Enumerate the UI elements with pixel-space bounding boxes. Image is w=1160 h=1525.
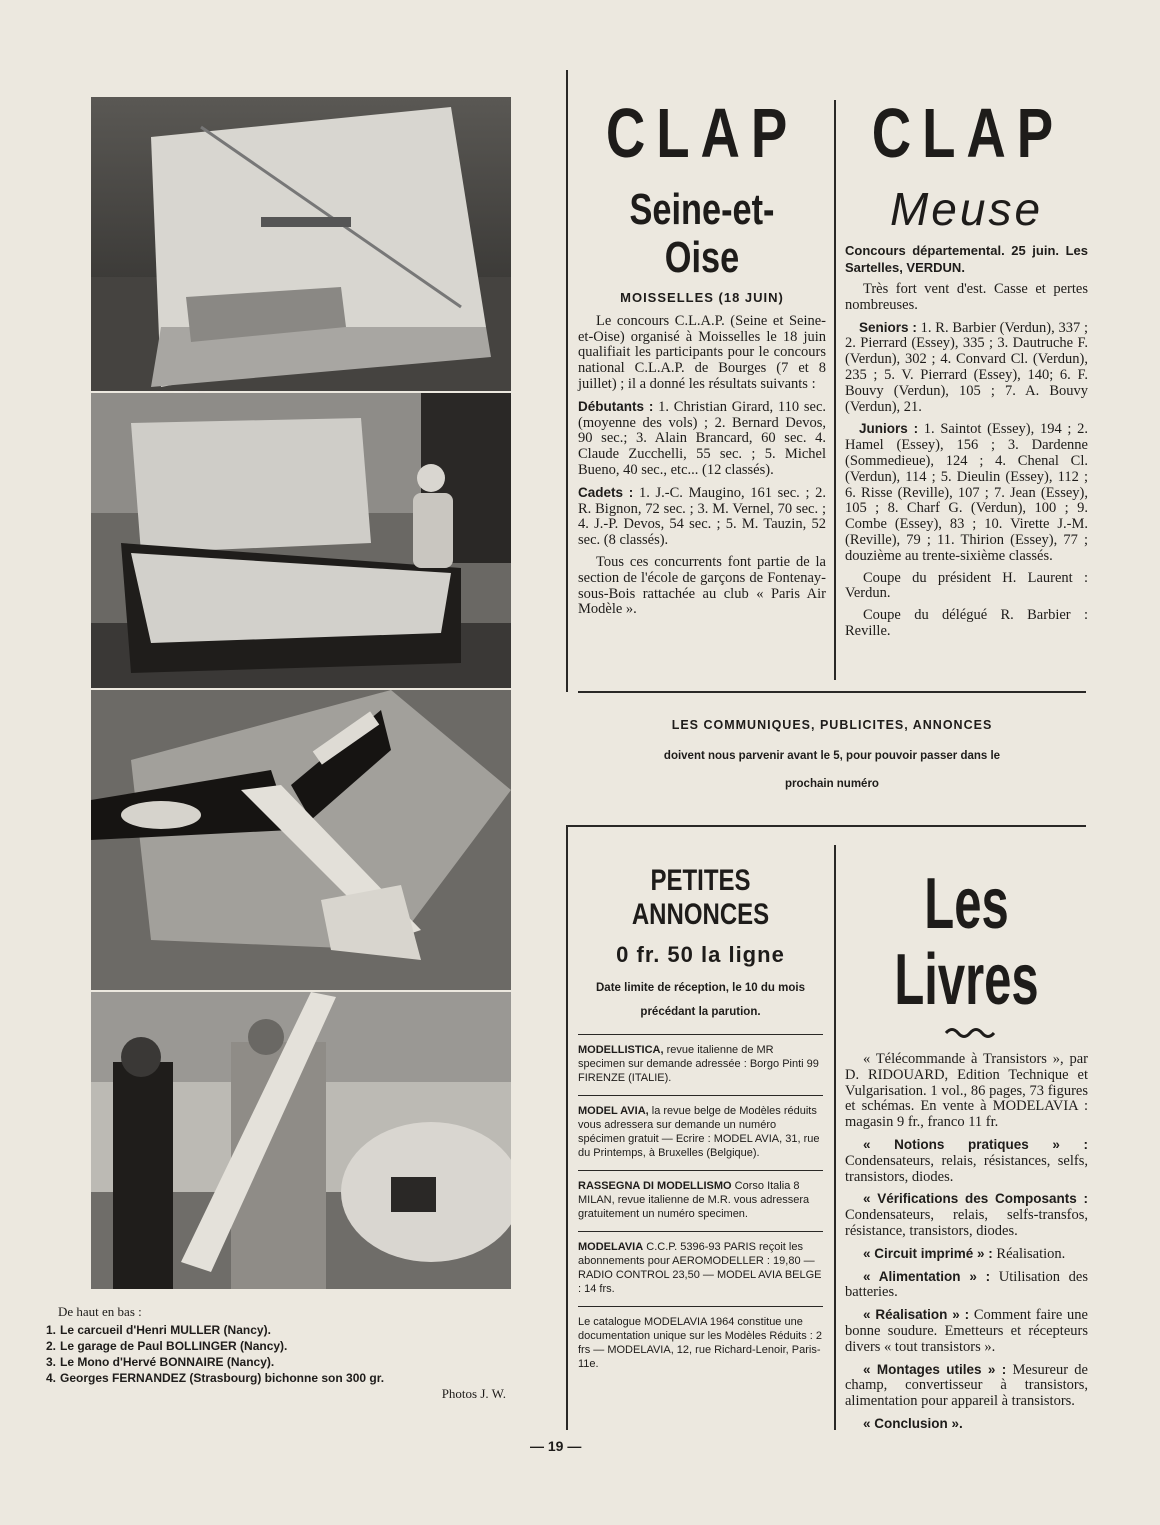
caption-item: 1. Le carcueil d'Henri MULLER (Nancy).	[46, 1323, 271, 1337]
les-livres-title: Les Livres	[894, 864, 1039, 1020]
petites-annonces-title: PETITES ANNONCES	[631, 864, 770, 931]
column-rule	[834, 100, 836, 680]
livres-chapter: « Montages utiles » : Mesureur de champ, convertisseur à transistors, alimentation pour appareil à transistors.	[845, 1361, 1088, 1410]
clap-meuse-coupe-delegue: Coupe du délégué R. Barbier : Reville.	[845, 607, 1088, 639]
clap-seine-intro: Le concours C.L.A.P. (Seine et Seine-et-Oise) organisé à Moisselles le 18 juin qualifiait les participants pour le concours national C.L.A.P. de Bourges (7 et 8 juillet) ; il a donné les résultats suivants :	[578, 312, 826, 392]
clap-meuse-dateline: Concours départemental. 25 juin. Les Sartelles, VERDUN.	[845, 243, 1088, 275]
notice-heading: LES COMMUNIQUES, PUBLICITES, ANNONCES	[671, 718, 993, 732]
classified-ad: MODEL AVIA, la revue belge de Modèles réduits vous adressera sur demande un numéro spécimen gratuit — Ecrire : MODEL AVIA, 31, rue du Printemps, à Bruxelles (Belgique).	[578, 1095, 823, 1170]
clap-seine-title: CLAP	[605, 94, 799, 172]
column-rule	[566, 825, 568, 1430]
clap-seine-debutants: Débutants : 1. Christian Girard, 110 sec. (moyenne des vols) ; 2. Bernard Devos, 90 sec.; 3. Alain Brancard, 60 sec. 4. Claude Zucchelli, 55 sec. ; 5. Michel Bueno, 40 sec., etc... (12 classés).	[578, 398, 827, 478]
livres-intro: « Télécommande à Transistors », par D. RIDOUARD, Edition Technique et Vulgarisation. 1 vol., 86 pages, 73 figures et schémas. En vente à MODELAVIA : magasin 9 fr., franco 11 fr.	[845, 1051, 1088, 1131]
livres-chapter: « Notions pratiques » : Condensateurs, relais, résistances, selfs, transistors, diodes.	[845, 1136, 1088, 1185]
column-rule	[566, 70, 568, 692]
livres-chapter: « Circuit imprimé » : Réalisation.	[863, 1245, 1066, 1262]
les-livres	[845, 866, 1088, 1439]
section-rule	[578, 691, 1086, 693]
clap-seine-dateline: MOISSELLES (18 JUIN)	[620, 290, 784, 305]
clap-meuse-juniors: Juniors : 1. Saintot (Essey), 194 ; 2. Hamel (Essey), 156 ; 3. Dardenne (Sommedieue), 124 ; 4. Chenal Cl. (Verdun), 114 ; 5. Dieulin (Essey), 112 ; 6. Risse (Reville), 107 ; 7. Jean (Essey), 105 ; 8. Charf G. (Verdun), 100 ; 9. Combe (Essey), 83 ; 10. Virette J.-M. (Reville), 79 ; 11. Thirion (Essey), 77 ; douzième au trente-sixième classés.	[845, 421, 1088, 564]
classified-ad: MODELLISTICA, revue italienne de MR specimen sur demande adressée : Borgo Pinti 99 FIRENZE (ITALIE).	[578, 1034, 823, 1095]
clap-meuse-article	[845, 94, 1089, 646]
photo-caption	[46, 1304, 516, 1402]
notice-line: doivent nous parvenir avant le 5, pour pouvoir passer dans le	[663, 750, 1001, 762]
clap-seine-article	[578, 94, 827, 624]
petites-annonces-price: 0 fr. 50 la ligne	[616, 942, 785, 967]
livres-chapter: « Conclusion ».	[863, 1415, 963, 1431]
clap-meuse-intro: Très fort vent d'est. Casse et pertes nombreuses.	[845, 281, 1088, 313]
clap-meuse-coupe-president: Coupe du président H. Laurent : Verdun.	[845, 569, 1088, 602]
petites-annonces-deadline: Date limite de réception, le 10 du mois précédant la parution.	[596, 982, 805, 1018]
clap-seine-cadets: Cadets : 1. J.-C. Maugino, 161 sec. ; 2. R. Bignon, 72 sec. ; 3. M. Vernel, 70 sec. ; 4. J.-P. Devos, 54 sec. ; 5. M. Tauzin, 52 sec. (8 classés).	[578, 484, 827, 549]
caption-item: 4. Georges FERNANDEZ (Strasbourg) bichonne son 300 gr.	[46, 1371, 385, 1385]
section-rule	[566, 825, 1086, 827]
caption-lead: De haut en bas :	[58, 1304, 142, 1319]
clap-meuse-subtitle: Meuse	[889, 183, 1044, 235]
classified-ad: MODELAVIA C.C.P. 5396-93 PARIS reçoit les abonnements pour AEROMODELLER : 19,80 — RADIO CONTROL 23,50 — MODEL AVIA BELGE : 14 frs.	[578, 1231, 823, 1306]
livres-chapter: « Alimentation » : Utilisation des batteries.	[845, 1268, 1089, 1301]
notice-box	[578, 718, 1086, 790]
photo-garage	[91, 393, 511, 688]
notice-line: prochain numéro	[785, 778, 879, 790]
clap-meuse-seniors: Seniors : 1. R. Barbier (Verdun), 337 ; 2. Pierrard (Essey), 335 ; 3. Dautruche F. (Verdun), 302 ; 4. Convard Cl. (Verdun), 235 ; 5. V. Pierrard (Essey), 140; 6. F. Bouvy (Verdun), 105 ; 7. A. Bouvy (Verdun), 21.	[845, 319, 1089, 415]
livres-chapter: « Vérifications des Composants : Condensateurs, relais, selfs-transfos, résistance, transistors, diodes.	[845, 1191, 1088, 1239]
column-rule	[834, 845, 836, 1430]
caption-item: 2. Le garage de Paul BOLLINGER (Nancy).	[46, 1339, 288, 1353]
page-number: — 19 —	[530, 1438, 582, 1454]
clap-seine-subtitle: Seine-et-Oise	[629, 185, 775, 282]
photo-credit: Photos J. W.	[441, 1386, 506, 1401]
photo-carcueil	[91, 97, 511, 391]
classified-ad: RASSEGNA DI MODELLISMO Corso Italia 8 MILAN, revue italienne de M.R. vous adressera gratuitement un numéro specimen.	[578, 1170, 823, 1231]
caption-item: 3. Le Mono d'Hervé BONNAIRE (Nancy).	[46, 1355, 275, 1369]
photo-mono	[91, 690, 511, 990]
livres-chapter: « Réalisation » : Comment faire une bonne soudure. Emetteurs et récepteurs divers « tout transistors ».	[845, 1307, 1088, 1355]
petites-annonces	[578, 864, 823, 1381]
clap-meuse-title: CLAP	[871, 94, 1065, 172]
tilde-ornament	[845, 1022, 1088, 1042]
clap-seine-closing: Tous ces concurrents font partie de la section de l'école de garçons de Fontenay-sous-Bois rattachée au club « Paris Air Modèle ».	[578, 553, 826, 618]
photo-fernandez	[91, 992, 511, 1289]
classified-ad: Le catalogue MODELAVIA 1964 constitue une documentation unique sur les Modèles Réduits : 2 frs — MODELAVIA, 12, rue Richard-Lenoir, Paris-11e.	[578, 1306, 823, 1381]
